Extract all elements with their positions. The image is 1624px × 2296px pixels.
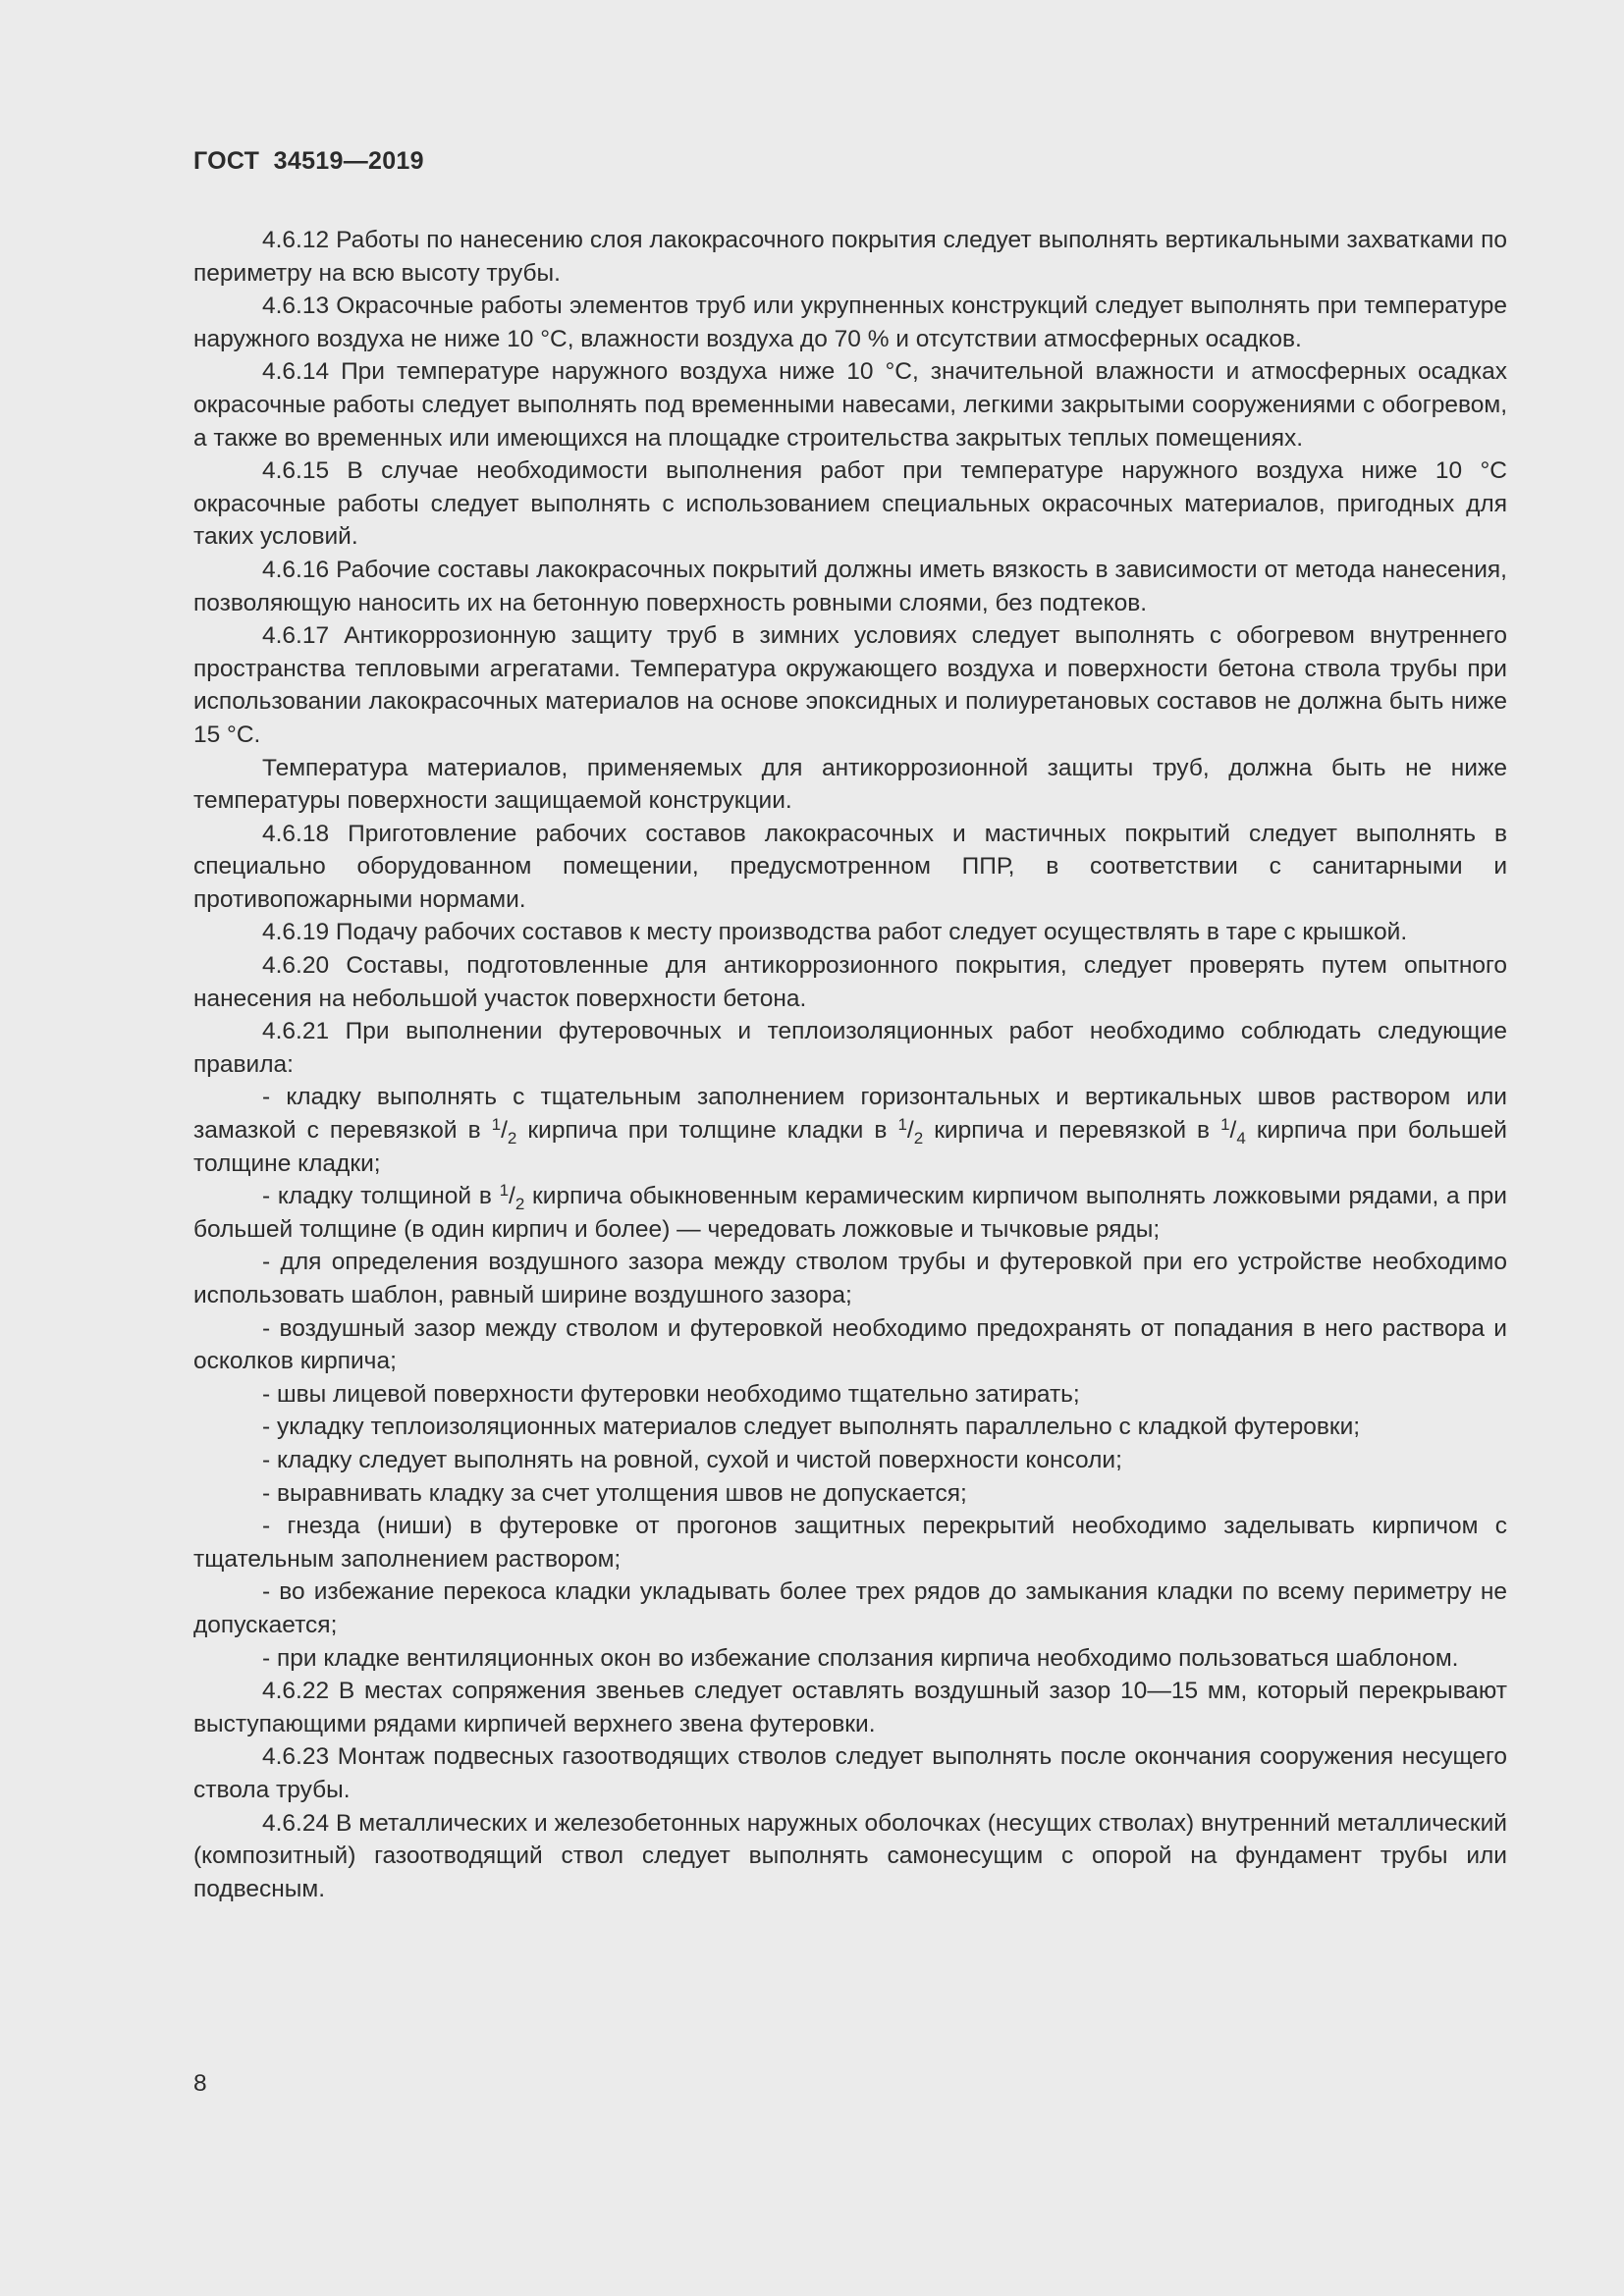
list-item-text: - кладку выполнять с тщательным заполнением горизонтальных и вертикальных швов раствором или замазкой с перевязкой в [193, 1084, 1507, 1145]
list-item-text: кирпича при большей толщине кладки; [193, 1117, 1507, 1177]
list-item-text: - кладку толщиной в [262, 1183, 500, 1210]
paragraph-4-6-13: 4.6.13 Окрасочные работы элементов труб или укрупненных конструкций следует выполнять при температуре наружного воздуха не ниже 10 °С, влажности воздуха до 70 % и отсутствии атмосферных осадков. [193, 293, 1507, 352]
list-item: - кладку следует выполнять на ровной, сухой и чистой поверхности консоли; [262, 1446, 1122, 1473]
paragraph-4-6-19: 4.6.19 Подачу рабочих составов к месту производства работ следует осуществлять в таре с крышкой. [262, 919, 1408, 946]
list-item [193, 1081, 1507, 1180]
list-item: - выравнивать кладку за счет утолщения швов не допускается; [262, 1479, 967, 1507]
paragraph-4-6-14: 4.6.14 При температуре наружного воздуха ниже 10 °С, значительной влажности и атмосферных осадках окрасочные работы следует выполнять под временными навесами, легкими закрытыми сооружениями с обогревом, а также во временных или имеющихся на площадке строительства закрытых теплых помещениях. [193, 358, 1507, 452]
paragraph-4-6-24: 4.6.24 В металлических и железобетонных наружных оболочках (несущих стволах) внутренний металлический (композитный) газоотводящий ствол следует выполнять самонесущим с опорой на фундамент трубы или подвесным. [193, 1809, 1507, 1902]
paragraph-4-6-15: 4.6.15 В случае необходимости выполнения работ при температуре наружного воздуха ниже 10 °С окрасочные работы следует выполнять с использованием специальных окрасочных материалов, пригодных для таких условий. [193, 457, 1507, 551]
fraction-one-half: $^1/_2$ [491, 1115, 517, 1148]
list-item: - для определения воздушного зазора между стволом трубы и футеровкой при его устройстве необходимо использовать шаблон, равный ширине воздушного зазора; [193, 1249, 1507, 1308]
fraction-numerator: 1 [1220, 1115, 1230, 1135]
paragraph-4-6-21: 4.6.21 При выполнении футеровочных и теплоизоляционных работ необходимо соблюдать следующие правила: [193, 1018, 1507, 1078]
fraction-denominator: 2 [507, 1129, 517, 1148]
paragraph-4-6-18: 4.6.18 Приготовление рабочих составов лакокрасочных и мастичных покрытий следует выполнять в специально оборудованном помещении, предусмотренном ППР, в соответствии с санитарными и противопожарными нормами. [193, 820, 1507, 913]
paragraph-4-6-16: 4.6.16 Рабочие составы лакокрасочных покрытий должны иметь вязкость в зависимости от метода нанесения, позволяющую наносить их на бетонную поверхность ровными слоями, без подтеков. [193, 556, 1507, 616]
paragraph-4-6-12: 4.6.12 Работы по нанесению слоя лакокрасочного покрытия следует выполнять вертикальными захватками по периметру на всю высоту трубы. [193, 227, 1507, 287]
document-body [193, 224, 1507, 1905]
paragraph-4-6-23: 4.6.23 Монтаж подвесных газоотводящих стволов следует выполнять после окончания сооружения несущего ствола трубы. [193, 1743, 1507, 1803]
paragraph-4-6-22: 4.6.22 В местах сопряжения звеньев следует оставлять воздушный зазор 10—15 мм, который перекрывают выступающими рядами кирпичей верхнего звена футеровки. [193, 1678, 1507, 1737]
fraction-one-quarter: $^1/_4$ [1220, 1115, 1246, 1148]
list-item: - швы лицевой поверхности футеровки необходимо тщательно затирать; [262, 1380, 1080, 1408]
list-item-text: кирпича обыкновенным керамическим кирпичом выполнять ложковыми рядами, а при большей толщине (в один кирпич и более) — чередовать ложковые и тычковые ряды; [193, 1183, 1507, 1243]
fraction-numerator: 1 [897, 1115, 907, 1135]
page-number: 8 [193, 2070, 207, 2097]
document-header: ГОСТ 34519—2019 [193, 147, 424, 175]
fraction-denominator: 4 [1236, 1129, 1246, 1148]
list-item: - при кладке вентиляционных окон во избежание сползания кирпича необходимо пользоваться шаблоном. [262, 1644, 1459, 1672]
fraction-numerator: 1 [491, 1115, 502, 1135]
fraction-denominator: 2 [913, 1129, 924, 1148]
list-item-text: кирпича при толщине кладки в [516, 1117, 898, 1145]
list-item: - укладку теплоизоляционных материалов следует выполнять параллельно с кладкой футеровки; [262, 1414, 1361, 1441]
list-item: - гнезда (ниши) в футеровке от прогонов защитных перекрытий необходимо заделывать кирпичом с тщательным заполнением раствором; [193, 1513, 1507, 1573]
paragraph-4-6-20: 4.6.20 Составы, подготовленные для антикоррозионного покрытия, следует проверять путем опытного нанесения на небольшой участок поверхности бетона. [193, 952, 1507, 1012]
fraction-denominator: 2 [514, 1195, 525, 1214]
list-item-text: кирпича и перевязкой в [923, 1117, 1221, 1145]
fraction-one-half: $^1/_2$ [897, 1115, 924, 1148]
fraction-numerator: 1 [499, 1181, 510, 1201]
paragraph-4-6-17: 4.6.17 Антикоррозионную защиту труб в зимних условиях следует выполнять с обогревом внутреннего пространства тепловыми агрегатами. Температура окружающего воздуха и поверхности бетона ствола трубы при использовании лакокрасочных материалов на основе эпоксидных и полиуретановых составов не должна быть ниже 15 °С. [193, 622, 1507, 748]
list-item: - воздушный зазор между стволом и футеровкой необходимо предохранять от попадания в него раствора и осколков кирпича; [193, 1314, 1507, 1375]
fraction-one-half: $^1/_2$ [499, 1181, 525, 1214]
list-item: - во избежание перекоса кладки укладывать более трех рядов до замыкания кладки по всему периметру не допускается; [193, 1578, 1507, 1638]
list-item [193, 1180, 1507, 1246]
paragraph-4-6-17-continued: Температура материалов, применяемых для антикоррозионной защиты труб, должна быть не ниже температуры поверхности защищаемой конструкции. [193, 754, 1507, 815]
